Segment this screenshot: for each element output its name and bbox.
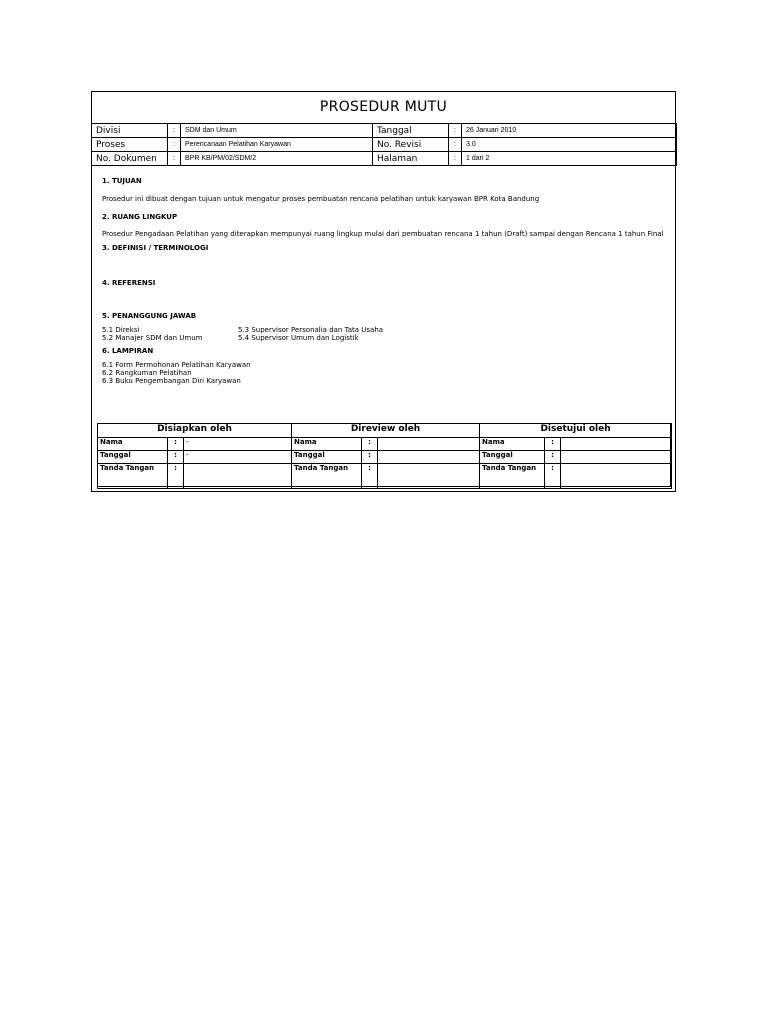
- list-item: 6.1 Form Permohonan Pelatihan Karyawan: [102, 361, 251, 369]
- list-item: 6.2 Rangkuman Pelatihan: [102, 369, 192, 377]
- signature-table-box: [97, 423, 671, 487]
- nama-label: Nama: [98, 438, 168, 451]
- tanggal-value: [378, 451, 480, 464]
- section-penanggung-title: 5. PENANGGUNG JAWAB: [102, 312, 197, 320]
- nama-value: -: [184, 438, 292, 451]
- tanggal-label: Tanggal: [292, 451, 362, 464]
- colon: :: [449, 138, 462, 152]
- colon: :: [449, 124, 462, 138]
- section-tujuan-text: Prosedur ini dibuat dengan tujuan untuk mengatur proses pembuatan rencana pelatihan untuk karyawan BPR Kota Bandung: [102, 195, 540, 203]
- list-item: 5.2 Manajer SDM dan Umum: [102, 334, 203, 342]
- document-title: PROSEDUR MUTU: [319, 99, 448, 115]
- proses-label: Proses: [92, 138, 168, 152]
- tanggal-value: 26 Januari 2010: [462, 124, 677, 138]
- tanda-tangan-value: [378, 464, 480, 489]
- document-body: [92, 177, 675, 385]
- section-ruang-title: 2. RUANG LINGKUP: [102, 213, 178, 221]
- section-lampiran-title: 6. LAMPIRAN: [102, 347, 154, 355]
- tanda-tangan-label: Tanda Tangan: [98, 464, 168, 489]
- nama-label: Nama: [480, 438, 545, 451]
- tanggal-label: Tanggal: [480, 451, 545, 464]
- list-item: 5.3 Supervisor Personalia dan Tata Usaha: [238, 326, 384, 334]
- list-item: 6.3 Buku Pengembangan Diri Karyawan: [102, 377, 241, 385]
- tanggal-label: Tanggal: [98, 451, 168, 464]
- section-referensi-title: 4. REFERENSI: [102, 279, 156, 287]
- section-tujuan-title: 1. TUJUAN: [102, 177, 142, 185]
- header-table: [91, 123, 677, 166]
- list-item: 5.1 Direksi: [102, 326, 140, 334]
- halaman-value: 1 dari 2: [462, 152, 677, 166]
- colon: :: [168, 451, 184, 464]
- revisi-value: 3.0: [462, 138, 677, 152]
- colon: :: [168, 464, 184, 489]
- penanggung-list: [102, 326, 665, 342]
- tanda-tangan-label: Tanda Tangan: [292, 464, 362, 489]
- colon: :: [362, 451, 378, 464]
- colon: :: [168, 124, 181, 138]
- colon: :: [168, 438, 184, 451]
- nama-value: [561, 438, 672, 451]
- tanda-tangan-label: Tanda Tangan: [480, 464, 545, 489]
- lampiran-list: [102, 361, 665, 385]
- direview-header: Direview oleh: [292, 424, 480, 438]
- colon: :: [545, 438, 561, 451]
- colon: :: [168, 138, 181, 152]
- nama-label: Nama: [292, 438, 362, 451]
- signature-table: [97, 423, 672, 489]
- section-definisi-title: 3. DEFINISI / TERMINOLOGI: [102, 244, 209, 252]
- colon: :: [362, 438, 378, 451]
- section-ruang-text: Prosedur Pengadaan Pelatihan yang diterapkan mempunyai ruang lingkup mulai dari pembuatan rencana 1 tahun (Draft) sampai dengan Rencana 1 tahun Final: [102, 230, 664, 238]
- nama-value: [378, 438, 480, 451]
- document-page: [91, 91, 676, 492]
- divisi-value: SDM dan Umum: [181, 124, 373, 138]
- revisi-label: No. Revisi: [373, 138, 449, 152]
- disetujui-header: Disetujui oleh: [480, 424, 672, 438]
- proses-value: Perencanaan Pelatihan Karyawan: [181, 138, 373, 152]
- tanda-tangan-value: [561, 464, 672, 489]
- disiapkan-header: Disiapkan oleh: [98, 424, 292, 438]
- divisi-label: Divisi: [92, 124, 168, 138]
- colon: :: [362, 464, 378, 489]
- dokumen-label: No. Dokumen: [92, 152, 168, 166]
- colon: :: [545, 464, 561, 489]
- list-item: 5.4 Supervisor Umum dan Logistik: [238, 334, 359, 342]
- colon: :: [168, 152, 181, 166]
- tanda-tangan-value: [184, 464, 292, 489]
- colon: :: [449, 152, 462, 166]
- colon: :: [545, 451, 561, 464]
- halaman-label: Halaman: [373, 152, 449, 166]
- tanggal-value: -: [184, 451, 292, 464]
- tanggal-value: [561, 451, 672, 464]
- dokumen-value: BPR KB/PM/02/SDM/2: [181, 152, 373, 166]
- tanggal-label: Tanggal: [373, 124, 449, 138]
